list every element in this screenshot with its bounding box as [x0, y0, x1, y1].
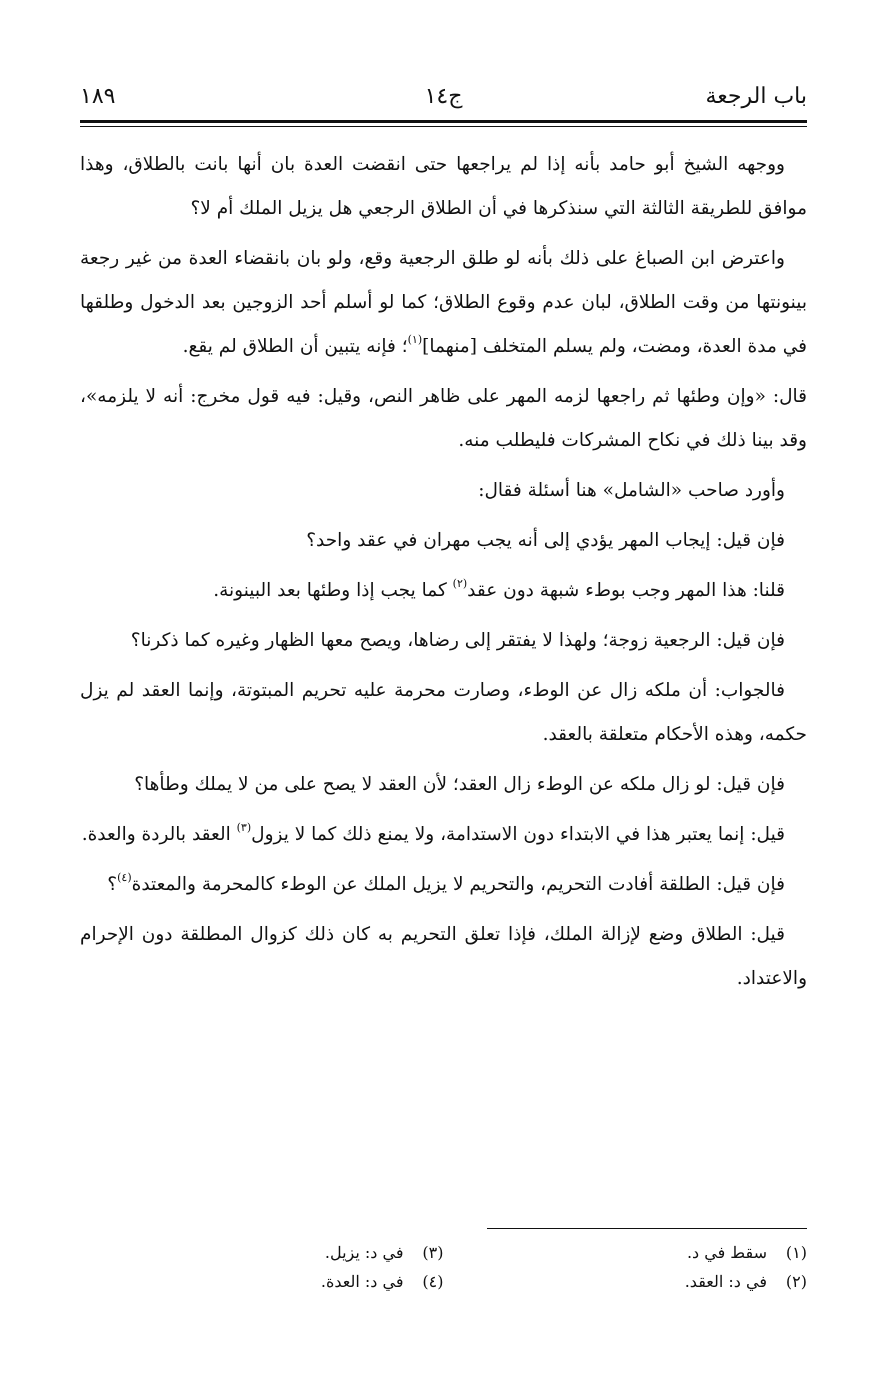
paragraph-text: العقد بالردة والعدة.: [81, 824, 237, 845]
paragraph-text: قيل: إنما يعتبر هذا في الابتداء دون الاستدامة، ولا يمنع ذلك كما لا يزول: [251, 824, 785, 845]
footnote-ref[interactable]: (٣): [236, 820, 252, 834]
footnote-number: (٣): [422, 1243, 444, 1262]
footnote-text: سقط في د.: [686, 1243, 767, 1262]
paragraph: [80, 237, 807, 369]
paragraph-text: كما يجب إذا وطئها بعد البينونة.: [213, 580, 453, 601]
footnote-column-right: [444, 1238, 808, 1296]
paragraph: فإن قيل: الرجعية زوجة؛ ولهذا لا يفتقر إلى رضاها، ويصح معها الظهار وغيره كما ذكرنا؟: [130, 630, 785, 651]
footnote-ref[interactable]: (١): [407, 332, 423, 346]
paragraph: وأورد صاحب «الشامل» هنا أسئلة فقال:: [478, 480, 785, 501]
footnote: [80, 1238, 444, 1267]
footnote-column-left: [80, 1238, 444, 1296]
paragraph-text: ؟: [107, 874, 118, 895]
paragraph: فإن قيل: إيجاب المهر يؤدي إلى أنه يجب مهران في عقد واحد؟: [306, 530, 785, 551]
paragraph: قيل: الطلاق وضع لإزالة الملك، فإذا تعلق التحريم به كان ذلك كزوال المطلقة دون الإحرام والاعتداد.: [80, 924, 807, 989]
paragraph: [80, 863, 807, 907]
paragraph: ووجهه الشيخ أبو حامد بأنه إذا لم يراجعها حتى انقضت العدة بان أنها بانت بالطلاق، وهذا موافق للطريقة الثالثة التي سنذكرها في أن الطلاق الرجعي هل يزيل الملك أم لا؟: [80, 154, 807, 219]
running-header: [80, 78, 807, 118]
paragraph: [80, 569, 807, 613]
footnote-number: (٤): [422, 1272, 444, 1291]
paragraph: فإن قيل: لو زال ملكه عن الوطء زال العقد؛ لأن العقد لا يصح على من لا يملك وطأها؟: [134, 774, 785, 795]
paragraph-text: فإن قيل: الطلقة أفادت التحريم، والتحريم لا يزيل الملك عن الوطء كالمحرمة والمعتدة: [131, 874, 785, 895]
footnote-ref[interactable]: (٤): [117, 870, 132, 884]
footnote-text: في د: العدة.: [320, 1272, 404, 1291]
footnote: [444, 1267, 808, 1296]
footnote-text: في د: يزيل.: [324, 1243, 404, 1262]
paragraph: [80, 813, 807, 857]
footnote-number: (٢): [785, 1272, 807, 1291]
page-number: ١٨٩: [80, 84, 116, 109]
header-rule-thin: [80, 126, 807, 127]
paragraph-text: واعترض ابن الصباغ على ذلك بأنه لو طلق الرجعية وقع، ولو بان بانقضاء العدة من غير رجعة بينونتها من وقت الطلاق، لبان عدم وقوع الطلاق؛ كما لو أسلم أحد الزوجين بعد الدخول وطلقها في مدة العدة، ومضت، ولم يسلم المتخلف [منهما]: [80, 248, 807, 357]
chapter-title: باب الرجعة: [705, 84, 807, 109]
footnote: [80, 1267, 444, 1296]
footnote-number: (١): [785, 1243, 807, 1262]
paragraph-text: ؛ فإنه يتبين أن الطلاق لم يقع.: [182, 336, 408, 357]
main-text: [80, 143, 807, 1007]
footnote-text: في د: العقد.: [684, 1272, 767, 1291]
volume-label: ج١٤: [424, 84, 463, 109]
paragraph: فالجواب: أن ملكه زال عن الوطء، وصارت محرمة عليه تحريم المبتوتة، وإنما العقد لم يزل حكمه، وهذه الأحكام متعلقة بالعقد.: [80, 680, 807, 745]
paragraph-text: قلنا: هذا المهر وجب بوطء شبهة دون عقد: [467, 580, 785, 601]
paragraph: قال: «وإن وطئها ثم راجعها لزمه المهر على ظاهر النص، وقيل: فيه قول مخرج: أنه لا يلزمه»، وقد بينا ذلك في نكاح المشركات فليطلب منه.: [80, 386, 807, 451]
header-rule-thick: [80, 120, 807, 123]
footnote-separator: [487, 1228, 807, 1229]
footnote-ref[interactable]: (٢): [452, 576, 468, 590]
footnote: [444, 1238, 808, 1267]
